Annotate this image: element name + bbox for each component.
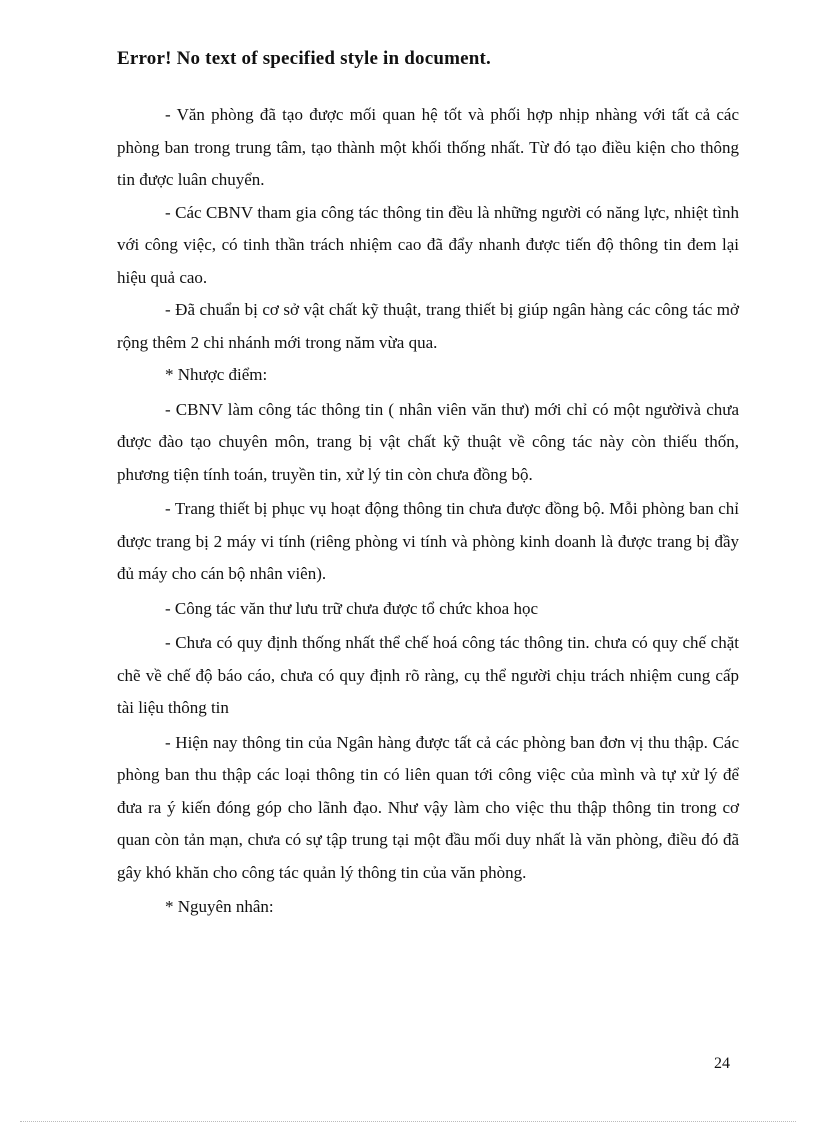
heading-causes: * Nguyên nhân: xyxy=(165,897,274,916)
paragraph-weakness-staff: - CBNV làm công tác thông tin ( nhân viên văn thư) mới chỉ có một ngườivà chưa được đào tạo chuyên môn, trang bị vật chất kỹ thuật về công tác này còn thiếu thốn, phương tiện tính toán, truyền tin, xử lý tin còn chưa đồng bộ. xyxy=(117,399,739,484)
heading-weaknesses: * Nhược điểm: xyxy=(165,365,268,384)
page-bottom-divider xyxy=(20,1121,796,1122)
paragraph-strengths-staff: - Các CBNV tham gia công tác thông tin đều là những người có năng lực, nhiệt tình với công việc, có tinh thần trách nhiệm cao đã đẩy nhanh được tiến độ thông tin đem lại hiệu quả cao. xyxy=(117,202,739,287)
page-header: Error! No text of specified style in document. xyxy=(117,48,492,69)
paragraph-weakness-equipment: - Trang thiết bị phục vụ hoạt động thông tin chưa được đồng bộ. Mỗi phòng ban chỉ được trang bị 2 máy vi tính (riêng phòng vi tính và phòng kinh doanh là được trang bị đầy đủ máy cho cán bộ nhân viên). xyxy=(117,499,739,583)
paragraph-strengths-facilities: - Đã chuẩn bị cơ sở vật chất kỹ thuật, trang thiết bị giúp ngân hàng các công tác mở rộng thêm 2 chi nhánh mới trong năm vừa qua. xyxy=(117,300,739,352)
document-body xyxy=(117,99,739,924)
paragraph-weakness-collection: - Hiện nay thông tin của Ngân hàng được tất cả các phòng ban đơn vị thu thập. Các phòng ban thu thập các loại thông tin có liên quan tới công việc của mình và tự xử lý để đưa ra ý kiến đóng góp cho lãnh đạo. Như vậy làm cho việc thu thập thông tin trong cơ quan còn tản mạn, chưa có sự tập trung tại một đầu mối duy nhất là văn phòng, điều đó đã gây khó khăn cho công tác quản lý thông tin của văn phòng. xyxy=(117,732,739,882)
paragraph-strengths-office: - Văn phòng đã tạo được mối quan hệ tốt và phối hợp nhịp nhàng với tất cả các phòng ban trong trung tâm, tạo thành một khối thống nhất. Từ đó tạo điều kiện cho thông tin được luân chuyển. xyxy=(117,105,739,189)
paragraph-weakness-archive: - Công tác văn thư lưu trữ chưa được tổ chức khoa học xyxy=(165,598,539,618)
paragraph-weakness-regulation: - Chưa có quy định thống nhất thể chế hoá công tác thông tin. chưa có quy chế chặt chẽ về chế độ báo cáo, chưa có quy định rõ ràng, cụ thể người chịu trách nhiệm cung cấp tài liệu thông tin xyxy=(117,633,739,717)
page-number: 24 xyxy=(714,1055,730,1072)
